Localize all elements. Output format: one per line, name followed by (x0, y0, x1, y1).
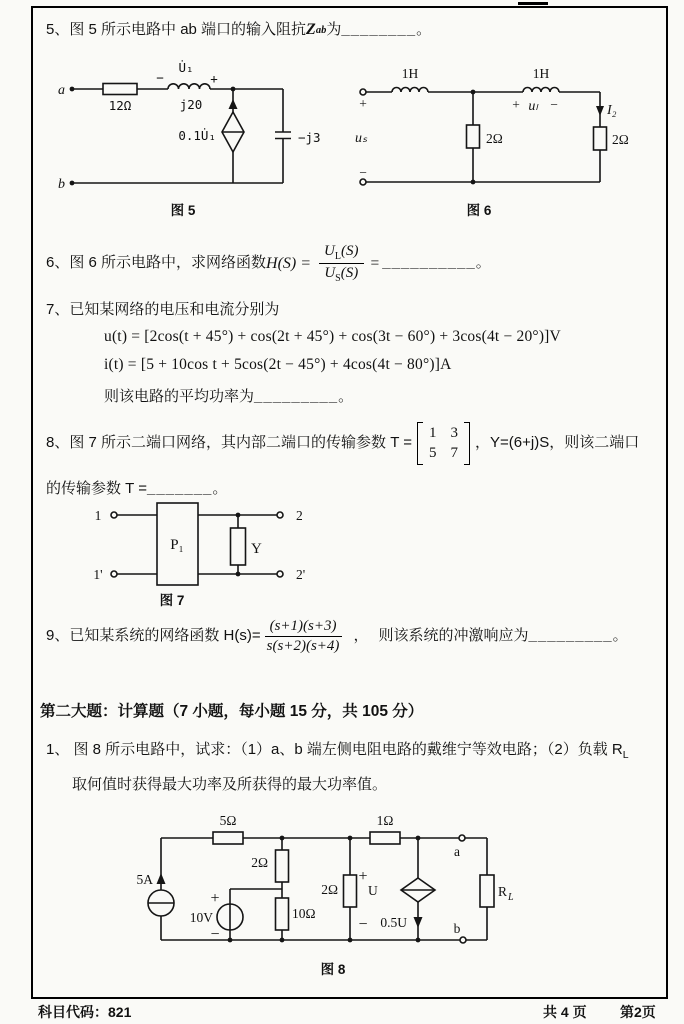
fig8-vs-plus: + (210, 890, 220, 907)
q8-line2: 的传输参数 T = (46, 480, 147, 497)
fig7-terminal-2p: 2' (296, 567, 306, 582)
q8-blank: _______ (147, 480, 213, 497)
fig7-terminal-2: 2 (296, 508, 303, 523)
q7-blank: _________ (254, 388, 339, 406)
fig6-shunt-resistor-label: 2Ω (486, 131, 503, 146)
q5-blank: ________ (341, 21, 417, 38)
q8-prefix: 8、图 7 所示二端口网络，其内部二端口的传输参数 T = (46, 434, 413, 452)
fig7-terminal-1: 1 (94, 508, 102, 523)
q6-num-base: U (324, 243, 335, 259)
q6-period: 。 (475, 254, 491, 272)
q8-matrix-m11: 1 (429, 425, 437, 441)
fig6-ul-plus: + (512, 97, 520, 112)
q6-blank: __________ (382, 254, 476, 272)
fig5-terminal-b-label: b (58, 177, 65, 192)
fig7-caption: 图 7 (159, 593, 185, 608)
q7-line1: 7、已知某网络的电压和电流分别为 (46, 301, 280, 318)
q6-num-arg: (S) (341, 243, 359, 259)
fig6-inductor-2 (523, 88, 559, 93)
fig5-arrow-up-icon (229, 99, 238, 109)
fig7-terminal-1p: 1' (93, 567, 103, 582)
fig8-r1-label: 1Ω (376, 813, 394, 828)
q9-suffix: 则该系统的冲激响应为 (378, 627, 529, 645)
fig8-rl-sub: L (508, 892, 514, 903)
fig7-y-label: Y (251, 541, 262, 557)
fig5-resistor-label: 12Ω (108, 98, 132, 113)
q8-period: 。 (212, 480, 228, 497)
q9-prefix: 9、已知某系统的网络函数 H(s)= (46, 627, 261, 645)
question-8 (46, 422, 654, 499)
fig8-resistor-10ohm (276, 898, 289, 930)
fig5-terminal-a-label: a (58, 83, 65, 98)
fig8-u-minus: − (358, 916, 368, 933)
fig8-terminal-a (459, 835, 465, 841)
q5-period: 。 (416, 21, 432, 38)
fig8-r2a-label: 2Ω (251, 855, 268, 870)
q9-num: (s+1)(s+3) (269, 618, 337, 634)
footer-current-page: 第2页 (620, 1004, 656, 1020)
fig8-resistor-1ohm (370, 832, 400, 844)
fig8-caption: 图 8 (320, 962, 346, 977)
fig5-resistor (103, 84, 137, 95)
fig8-u-label: U (368, 883, 378, 898)
fig8-current-arrow-up-icon (157, 873, 166, 884)
footer-total-pages: 共 4 页 (543, 1004, 587, 1020)
q9-fraction (265, 618, 342, 655)
fig5-v-minus: − (156, 70, 164, 85)
fig8-resistor-2ohm-top (276, 850, 289, 882)
question-7 (46, 300, 646, 408)
scan-artifact (518, 2, 548, 5)
fig6-ul-minus: − (550, 97, 558, 112)
fig8-rl-label: R (498, 884, 508, 899)
q8-matrix-m22: 7 (450, 445, 459, 461)
q9-comma: ， (353, 627, 369, 645)
fig5-caption: 图 5 (170, 203, 196, 218)
q5-suffix: 为 (326, 21, 342, 38)
fig8-voltage-source-label: 10V (189, 910, 213, 925)
q5-text: 5、图 5 所示电路中 ab 端口的输入阻抗 (46, 21, 307, 38)
fig8-vs-minus: − (210, 926, 220, 943)
q6-func: H(S) = (266, 254, 312, 272)
figure-7-circuit (90, 496, 320, 611)
question-6 (46, 243, 491, 284)
figure-5-circuit (46, 52, 356, 222)
fig5-capacitor-label: −j3 (298, 130, 321, 145)
fig5-inductor-label: j20 (179, 97, 203, 112)
q6-num-sub: L (334, 251, 341, 262)
q6-text: 6、图 6 所示电路中，求网络函数 (46, 254, 267, 272)
fig8-terminal-b-label: b (453, 921, 461, 936)
figure-8-circuit (135, 805, 530, 980)
question-5 (46, 20, 431, 40)
fig6-arrow-down-icon (596, 106, 604, 116)
q7-current-equation: i(t) = [5 + 10cos t + 5cos(2t − 45°) + 4cos(4t − 80°)]A (104, 356, 452, 374)
fig8-resistor-2ohm-u (344, 875, 357, 907)
section-2-title: 第二大题：计算题（7 小题，每小题 15 分，共 105 分） (40, 703, 424, 720)
q6-den-base: U (324, 265, 336, 281)
fig8-terminal-a-label: a (454, 844, 460, 859)
fig5-v-label: U̇₁ (178, 60, 194, 75)
fig8-u-plus: + (358, 868, 368, 885)
fig8-dep-arrow-down-icon (414, 917, 423, 928)
fig7-y-element (231, 528, 246, 565)
q9-den: s(s+2)(s+4) (266, 638, 340, 654)
fig5-v-plus: + (210, 71, 218, 86)
fig6-shunt-resistor (467, 125, 480, 148)
c1-line1-sub: L (622, 749, 629, 762)
fig5-inductor (168, 84, 210, 89)
fig8-r10-label: 10Ω (292, 906, 316, 921)
fig6-load-resistor-label: 2Ω (612, 132, 629, 147)
fig5-capacitor (275, 132, 291, 139)
q7-voltage-equation: u(t) = [2cos(t + 45°) + cos(2t + 45°) + cos(3t − 60°) + 3cos(4t − 20°)]V (104, 328, 561, 346)
fig6-ul-label: uₗ (528, 99, 538, 114)
fig8-load-resistor (480, 875, 494, 907)
q9-period: 。 (612, 627, 628, 645)
fig6-terminal-top (360, 89, 366, 95)
figure-6-circuit (350, 52, 670, 222)
fig6-source-plus: + (359, 96, 367, 111)
fig6-source-label: uₛ (355, 131, 368, 146)
fig6-inductor2-label: 1H (532, 66, 550, 81)
fig5-source-label: 0.1U̇₁ (178, 128, 216, 143)
fig6-load-resistor (594, 127, 607, 150)
fig8-r2b-label: 2Ω (321, 882, 338, 897)
q9-blank: _________ (528, 627, 613, 645)
q6-den-sub: S (335, 273, 341, 284)
fig6-source-minus: − (359, 165, 367, 180)
fig6-wires (360, 88, 607, 186)
q8-matrix (417, 422, 470, 465)
calc-question-1 (46, 740, 654, 796)
q8-matrix-bracket-right (464, 422, 470, 465)
footer-subject-code: 科目代码：821 (38, 1004, 132, 1020)
q6-den-arg: (S) (340, 265, 359, 281)
q8-matrix-m21: 5 (429, 445, 437, 461)
q8-matrix-m12: 3 (450, 425, 459, 441)
fig6-inductor-1 (392, 88, 428, 93)
fig8-r5-label: 5Ω (219, 813, 237, 828)
q7-line4: 则该电路的平均功率为 (104, 388, 255, 406)
fig6-caption: 图 6 (466, 203, 492, 218)
fig8-dep-source-label: 0.5U (380, 915, 407, 930)
q6-equals: = (370, 254, 380, 272)
c1-line2: 取何值时获得最大功率及所获得的最大功率值。 (72, 776, 388, 794)
c1-line1: 1、 图 8 所示电路中，试求：（1）a、b 端左侧电阻电路的戴维宁等效电路；（2）负载 R (46, 741, 623, 758)
fig8-resistor-5ohm (213, 832, 243, 844)
fig6-i2-label: I₂ (607, 103, 617, 118)
fig8-current-source-label: 5A (136, 872, 153, 887)
fig7-box-label: P₁ (170, 537, 184, 553)
fig8-terminal-b (460, 937, 466, 943)
q6-fraction (319, 243, 363, 284)
question-9 (46, 618, 628, 655)
q5-symbol-sub: ab (315, 24, 327, 36)
q8-mid: ，Y=(6+j)S，则该二端口 (475, 434, 640, 452)
fig6-inductor1-label: 1H (401, 66, 419, 81)
q7-period: 。 (338, 388, 354, 406)
q5-symbol: Z (306, 21, 316, 39)
